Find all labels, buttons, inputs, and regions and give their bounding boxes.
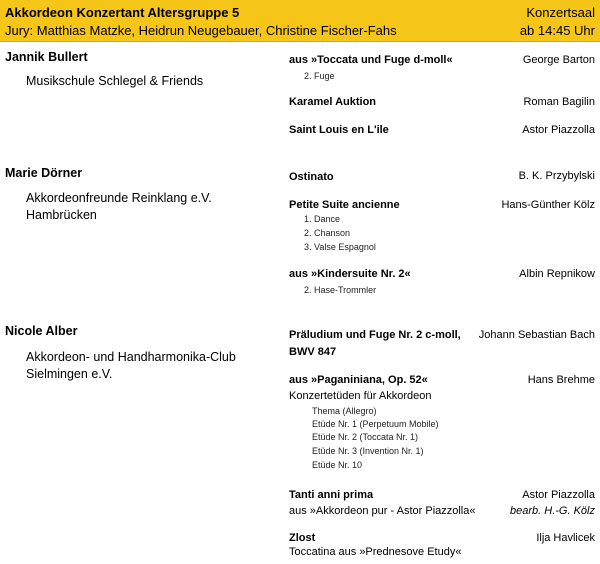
performer-club: Hambrücken xyxy=(26,208,97,222)
jury-line: Jury: Matthias Matzke, Heidrun Neugebauer, Christine Fischer-Fahs xyxy=(5,23,397,38)
start-time: ab 14:45 Uhr xyxy=(519,23,595,38)
event-title: Akkordeon Konzertant Altersgruppe 5 xyxy=(5,5,240,20)
performer-club: Sielmingen e.V. xyxy=(26,367,113,381)
piece-composer: Hans-Günther Kölz xyxy=(501,199,595,211)
piece-arranger: bearb. H.-G. Kölz xyxy=(510,505,595,517)
piece-title: Saint Louis en L'ile xyxy=(289,124,389,136)
venue-label: Konzertsaal xyxy=(526,5,595,20)
piece-movement: 2. Chanson xyxy=(304,228,351,238)
piece-composer: Astor Piazzolla xyxy=(522,124,595,136)
piece-title: Ostinato xyxy=(289,171,334,183)
piece-subtitle: aus »Akkordeon pur - Astor Piazzolla« xyxy=(289,505,476,517)
piece-subtitle: Toccatina aus »Prednesove Etudy« xyxy=(289,546,462,558)
piece-movement: Etüde Nr. 2 (Toccata Nr. 1) xyxy=(312,432,419,442)
performer-club: Akkordeonfreunde Reinklang e.V. xyxy=(26,191,212,205)
piece-title: aus »Paganiniana, Op. 52« xyxy=(289,374,428,386)
piece-title: aus »Toccata und Fuge d-moll« xyxy=(289,54,453,66)
piece-composer: Ilja Havlicek xyxy=(536,532,595,544)
piece-movement: Thema (Allegro) xyxy=(312,406,377,416)
piece-title: Präludium und Fuge Nr. 2 c-moll, xyxy=(289,329,461,341)
piece-movement: Etüde Nr. 10 xyxy=(312,460,363,470)
piece-composer: George Barton xyxy=(522,54,595,66)
performer-name: Nicole Alber xyxy=(5,324,78,338)
piece-composer: Hans Brehme xyxy=(527,374,595,386)
piece-composer: Roman Bagilin xyxy=(523,96,595,108)
piece-title: Zlost xyxy=(289,532,316,544)
piece-movement: 1. Dance xyxy=(304,214,341,224)
performer-name: Marie Dörner xyxy=(5,166,83,180)
piece-composer: B. K. Przybylski xyxy=(518,170,595,182)
performer-club: Akkordeon- und Handharmonika-Club xyxy=(26,350,236,364)
piece-title: Tanti anni prima xyxy=(289,489,374,501)
piece-movement: 2. Fuge xyxy=(304,71,335,81)
performer-name: Jannik Bullert xyxy=(5,50,88,64)
piece-movement: 2. Hase-Trommler xyxy=(304,285,377,295)
piece-subtitle: Konzertetüden für Akkordeon xyxy=(289,390,432,402)
piece-composer: Albin Repnikow xyxy=(519,268,595,280)
piece-title: Petite Suite ancienne xyxy=(289,199,400,211)
piece-movement: Etüde Nr. 1 (Perpetuum Mobile) xyxy=(312,419,439,429)
piece-title-line2: BWV 847 xyxy=(289,346,337,358)
piece-title: aus »Kindersuite Nr. 2« xyxy=(289,268,411,280)
piece-composer: Johann Sebastian Bach xyxy=(478,329,595,341)
header-bar xyxy=(0,0,600,42)
piece-composer: Astor Piazzolla xyxy=(522,489,595,501)
piece-title: Karamel Auktion xyxy=(289,96,377,108)
performer-club: Musikschule Schlegel & Friends xyxy=(26,74,204,88)
piece-movement: 3. Valse Espagnol xyxy=(304,242,376,252)
piece-movement: Etüde Nr. 3 (Invention Nr. 1) xyxy=(312,446,424,456)
